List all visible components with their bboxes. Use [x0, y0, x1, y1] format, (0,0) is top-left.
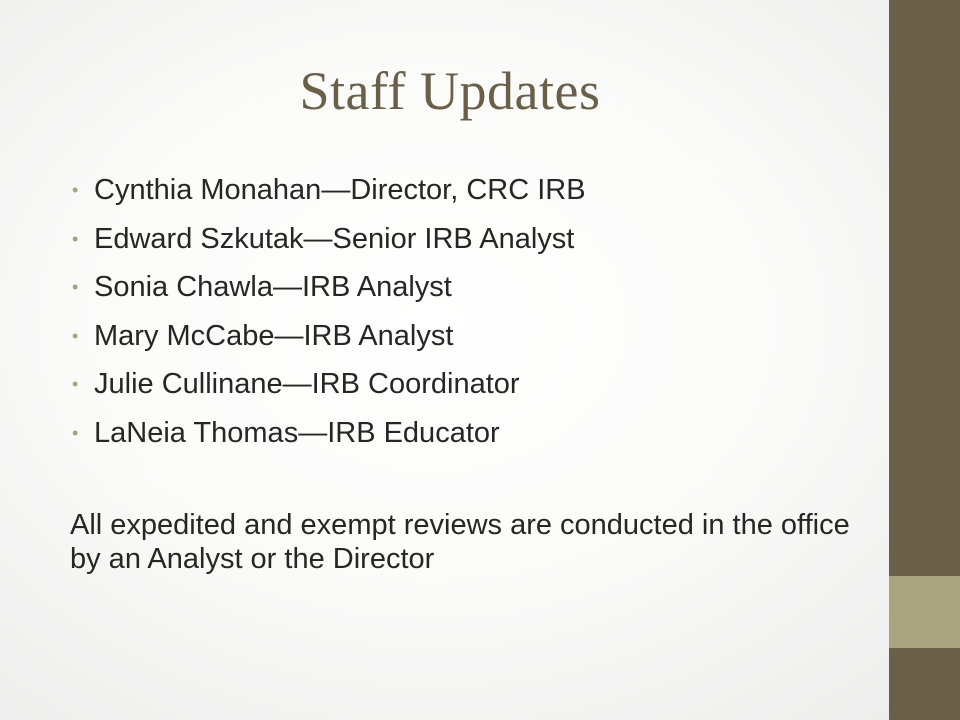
bullet-icon: •	[72, 277, 79, 297]
staff-list-item	[70, 360, 850, 409]
staff-list-item	[70, 409, 850, 458]
staff-list-item	[70, 215, 850, 264]
staff-entry: Edward Szkutak—Senior IRB Analyst	[94, 222, 575, 255]
staff-entry: Julie Cullinane—IRB Coordinator	[94, 368, 520, 400]
staff-list	[70, 166, 850, 457]
staff-entry: Cynthia Monahan—Director, CRC IRB	[94, 174, 586, 206]
review-note: All expedited and exempt reviews are conducted in the office by an Analyst or the Director	[70, 509, 850, 575]
bullet-icon: •	[72, 422, 79, 443]
slide-title: Staff Updates	[299, 61, 601, 121]
staff-entry: Sonia Chawla—IRB Analyst	[94, 271, 452, 303]
bullet-icon: •	[72, 180, 79, 200]
staff-entry: LaNeia Thomas—IRB Educator	[94, 416, 500, 449]
staff-list-item	[70, 166, 850, 215]
side-decor-accent	[889, 576, 960, 648]
bullet-icon: •	[72, 228, 79, 249]
bullet-icon: •	[72, 325, 79, 346]
staff-entry: Mary McCabe—IRB Analyst	[94, 319, 454, 352]
staff-list-item	[70, 263, 850, 312]
staff-list-item	[70, 312, 850, 361]
bullet-icon: •	[72, 374, 79, 394]
